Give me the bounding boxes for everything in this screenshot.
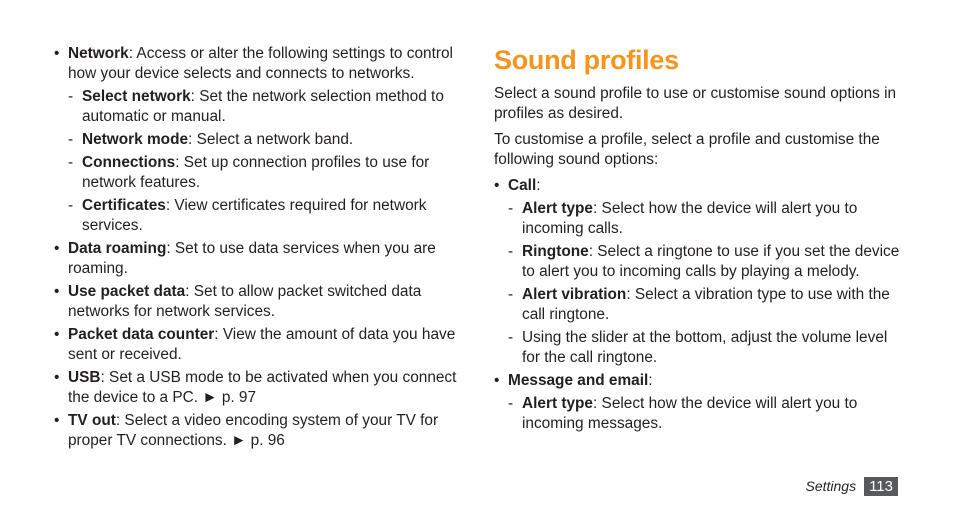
term: Alert type (522, 395, 593, 412)
term: Network mode (82, 131, 189, 148)
list-item-usb (54, 368, 464, 408)
description: : Set up connection profiles to use for network features. (82, 154, 430, 191)
sublist-item-alert-vibration (508, 285, 906, 325)
instructions-paragraph: To customise a profile, select a profile and customise the following sound options: (494, 131, 880, 168)
description: : View the amount of data you have sent or received. (68, 326, 456, 363)
list-item-message-and-email (494, 371, 906, 434)
bullet-marker: • (54, 412, 60, 429)
list-item-call (494, 176, 906, 368)
sound-options-list (494, 176, 906, 434)
right-column (494, 44, 906, 437)
intro-paragraph: Select a sound profile to use or customise sound options in profiles as desired. (494, 85, 897, 122)
description: : (648, 372, 653, 389)
description: : Select how the device will alert you to incoming messages. (522, 395, 858, 432)
message-sublist (508, 394, 906, 434)
term: Alert vibration (522, 286, 627, 303)
bullet-marker: • (54, 240, 60, 257)
description: : Select a ringtone to use if you set the device to alert you to incoming calls by playing a melody. (522, 243, 900, 280)
bullet-marker: • (54, 283, 60, 300)
term: Certificates (82, 197, 166, 214)
term: Network (68, 45, 129, 62)
sublist-item-alert-type (508, 394, 906, 434)
description: : Select a vibration type to use with the call ringtone. (522, 286, 890, 323)
dash-marker: - (68, 88, 74, 105)
dash-marker: - (68, 154, 74, 171)
list-item-network (54, 44, 464, 236)
dash-marker: - (68, 131, 74, 148)
dash-marker: - (508, 286, 514, 303)
term: Alert type (522, 200, 593, 217)
description: : Access or alter the following settings to control how your device selects and connects to networks. (68, 45, 453, 82)
description: : Set the network selection method to automatic or manual. (82, 88, 444, 125)
sublist-item-certificates (68, 196, 464, 236)
bullet-marker: • (494, 177, 500, 194)
term: USB (68, 369, 101, 386)
network-sublist (68, 87, 464, 236)
term: Connections (82, 154, 176, 171)
description: : Select how the device will alert you to incoming calls. (522, 200, 858, 237)
term: Packet data counter (68, 326, 215, 343)
term: Ringtone (522, 243, 589, 260)
dash-marker: - (68, 197, 74, 214)
sublist-item-alert-type (508, 199, 906, 239)
list-item-tv-out (54, 411, 464, 451)
call-sublist (508, 199, 906, 368)
left-column (54, 44, 464, 454)
bullet-marker: • (54, 369, 60, 386)
dash-marker: - (508, 329, 514, 346)
section-title: Sound profiles (494, 45, 679, 75)
term: Data roaming (68, 240, 167, 257)
dash-marker: - (508, 243, 514, 260)
term: Message and email (508, 372, 649, 389)
sublist-item-connections (68, 153, 464, 193)
term: TV out (68, 412, 116, 429)
description: : Set a USB mode to be activated when you connect the device to a PC. ► p. 97 (68, 369, 457, 406)
sublist-item-volume-slider (508, 328, 906, 368)
list-item-use-packet-data (54, 282, 464, 322)
bullet-marker: • (54, 326, 60, 343)
page-footer (805, 476, 898, 496)
description: : View certificates required for network services. (82, 197, 427, 234)
description: : Set to use data services when you are roaming. (68, 240, 436, 277)
bullet-marker: • (494, 372, 500, 389)
sublist-item-select-network (68, 87, 464, 127)
description: : Select a video encoding system of your TV for proper TV connections. ► p. 96 (68, 412, 439, 449)
dash-marker: - (508, 395, 514, 412)
description: : Select a network band. (188, 131, 354, 148)
bullet-marker: • (54, 45, 60, 62)
description: : Set to allow packet switched data networks for network services. (68, 283, 422, 320)
sublist-item-network-mode (68, 130, 464, 150)
term: Use packet data (68, 283, 186, 300)
description: Using the slider at the bottom, adjust the volume level for the call ringtone. (522, 329, 888, 366)
list-item-data-roaming (54, 239, 464, 279)
footer-section-label: Settings (805, 478, 857, 494)
sublist-item-ringtone (508, 242, 906, 282)
term: Call (508, 177, 537, 194)
term: Select network (82, 88, 191, 105)
list-item-packet-data-counter (54, 325, 464, 365)
page-number-badge: 113 (864, 477, 898, 496)
description: : (536, 177, 541, 194)
dash-marker: - (508, 200, 514, 217)
